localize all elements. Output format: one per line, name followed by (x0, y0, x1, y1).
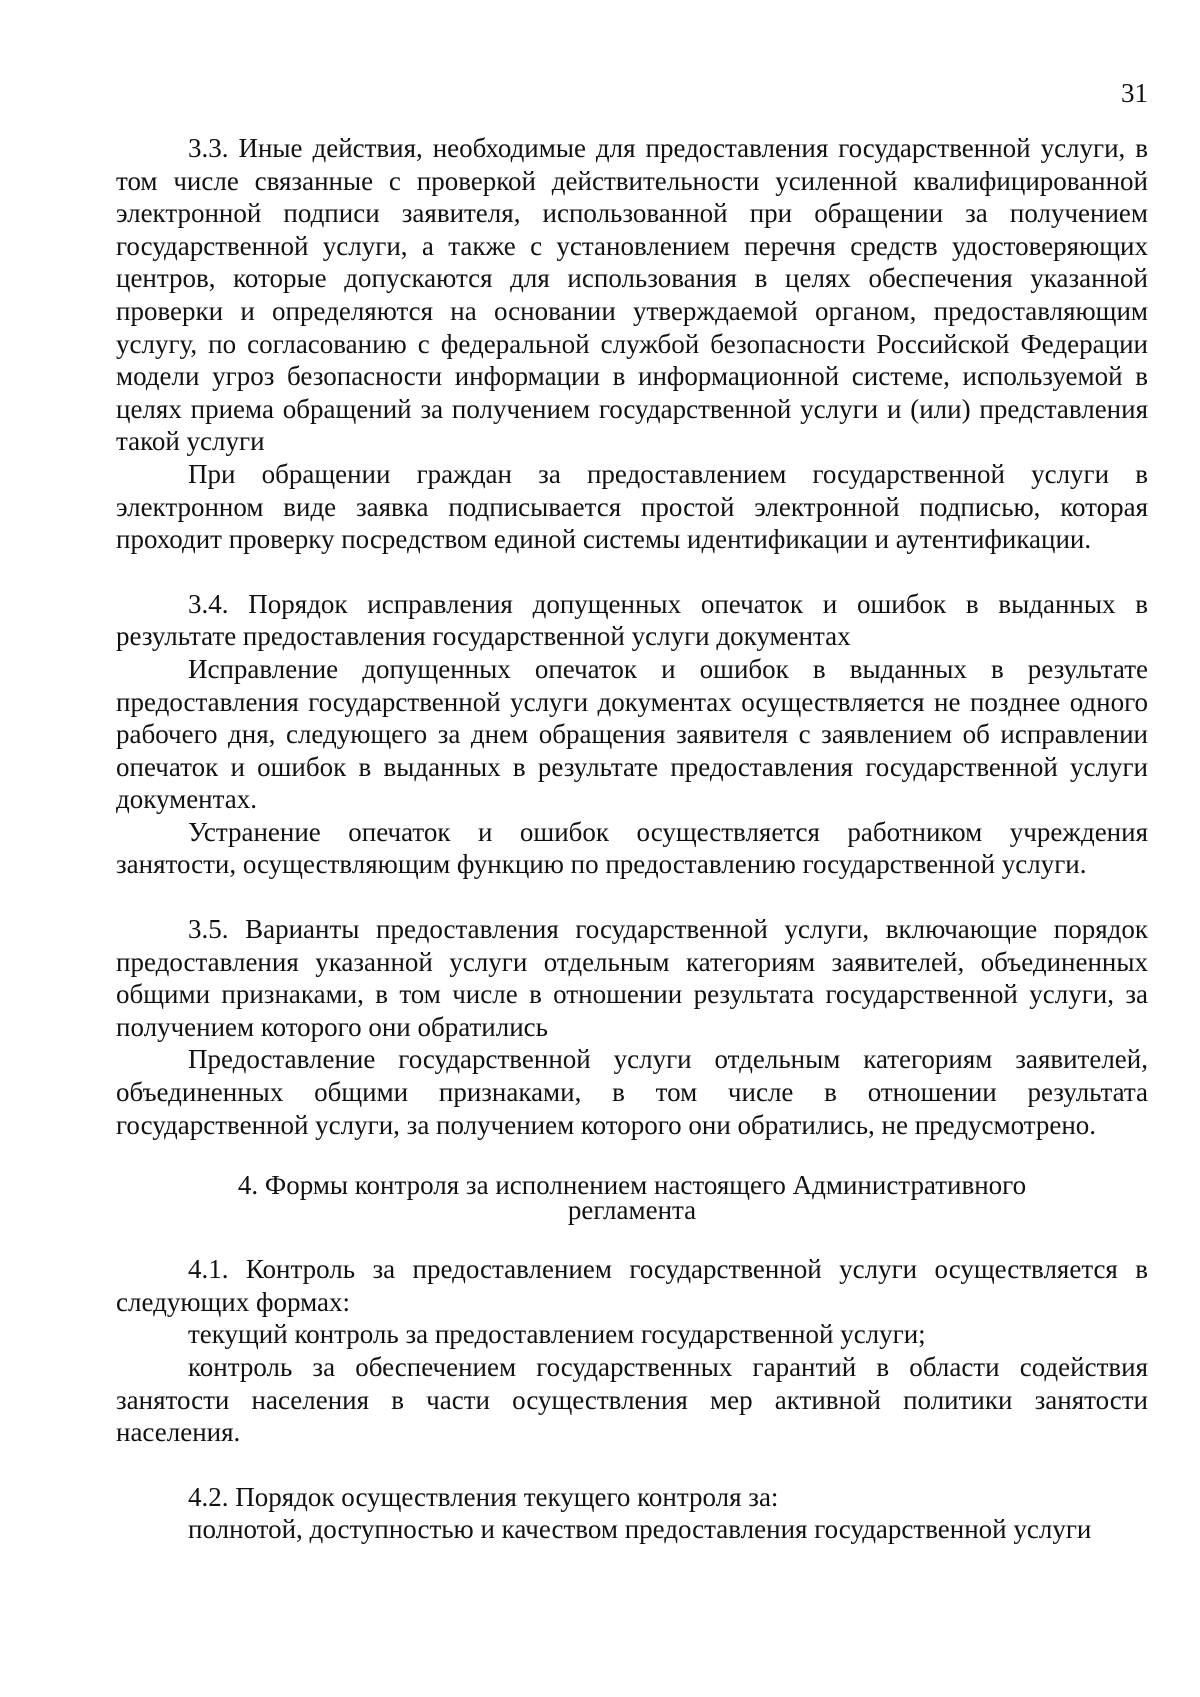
section-4-2-title-paragraph: 4.2. Порядок осуществления текущего контроля за: (188, 1481, 779, 1512)
section-3-4-correction-paragraph: Исправление допущенных опечаток и ошибок в выданных в результате предоставления государственной услуги документах осуществляется не позднее одного рабочего дня, следующего за днем обращения заявителя с заявлением об исправлении опечаток и ошибок в выданных в результате предоставления государственной услуги документах. (116, 653, 1148, 815)
section-3-4 (116, 588, 1148, 881)
section-4-2-completeness-paragraph: полнотой, доступностью и качеством предоставления государственной услуги (188, 1514, 1092, 1545)
section-3-5-title-paragraph: 3.5. Варианты предоставления государственной услуги, включающие порядок предоставления указанной услуги отдельным категориям заявителей, объединенных общими признаками, в том числе в отношении результата государственной услуги, за получением которого они обратились (116, 914, 1148, 1042)
section-4-heading (116, 1170, 1148, 1226)
section-3-5-provision-paragraph: Предоставление государственной услуги отдельным категориям заявителей, объединенных общими признаками, в том числе в отношении результата государственной услуги, за получением которого они обратились, не предусмотрено. (116, 1044, 1148, 1140)
section-4-heading-line-2: регламента (567, 1195, 697, 1226)
section-3-4-elimination-paragraph: Устранение опечаток и ошибок осуществляется работником учреждения занятости, осуществляющим функцию по предоставлению государственной услуги. (116, 816, 1148, 880)
section-3-3-signature-paragraph: При обращении граждан за предоставлением государственной услуги в электронном виде заявка подписывается простой электронной подписью, которая проходит проверку посредством единой системы идентификации и аутентификации. (116, 458, 1148, 555)
section-4-1 (116, 1253, 1148, 1449)
section-3-3-title-paragraph: 3.3. Иные действия, необходимые для предоставления государственной услуги, в том числе связанные с проверкой действительности усиленной квалифицированной электронной подписи заявителя, использованной при обращении за получением государственной услуги, а также с установлением перечня средств удостоверяющих центров, которые допускаются для использования в целях обеспечения указанной проверки и определяются на основании утверждаемой органом, предоставляющим услугу, по согласованию с федеральной службой безопасности Российской Федерации модели угроз безопасности информации в информационной системе, используемой в целях приема обращений за получением государственной услуги и (или) представления такой услуги (116, 133, 1148, 457)
section-3-4-title-paragraph: 3.4. Порядок исправления допущенных опечаток и ошибок в выданных в результате предоставления государственной услуги документах (116, 588, 1148, 652)
section-4-1-guarantees-control-item: контроль за обеспечением государственных гарантий в области содействия занятости населения в части осуществления мер активной политики занятости населения. (116, 1352, 1148, 1448)
section-4-2 (116, 1481, 1148, 1546)
section-4-heading-line-1: 4. Формы контроля за исполнением настоящего Административного (237, 1170, 1027, 1201)
page-number: 31 (1121, 78, 1148, 108)
section-4-1-title-paragraph: 4.1. Контроль за предоставлением государственной услуги осуществляется в следующих формах: (116, 1254, 1148, 1317)
document-page (116, 78, 1148, 1546)
section-4-1-current-control-item: текущий контроль за предоставлением государственной услуги; (188, 1319, 926, 1350)
section-3-5 (116, 913, 1148, 1141)
section-3-3 (116, 132, 1148, 556)
